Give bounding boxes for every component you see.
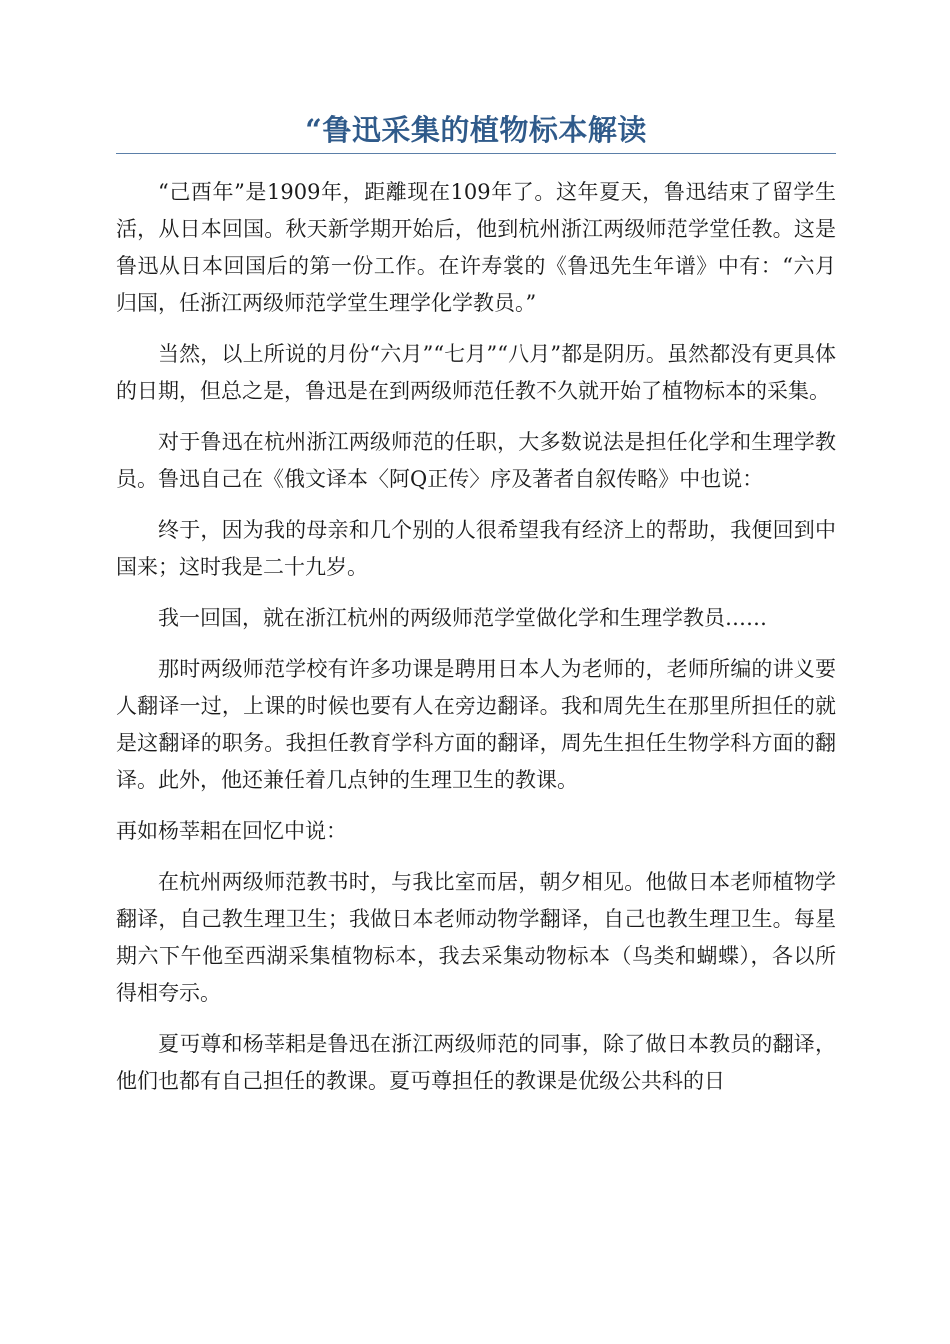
document-title: “鲁迅采集的植物标本解读: [116, 110, 836, 154]
document-page: [116, 110, 836, 1114]
quote-paragraph-2: 我一回国，就在浙江杭州的两级师范学堂做化学和生理学教员……: [158, 606, 767, 630]
paragraph-4: 再如杨莘耜在回忆中说：: [116, 819, 347, 843]
quote-paragraph-1: 终于，因为我的母亲和几个别的人很希望我有经济上的帮助，我便回到中国来；这时我是二十九岁。: [116, 518, 836, 579]
paragraph-5: 夏丏尊和杨莘耜是鲁迅在浙江两级师范的同事，除了做日本教员的翻译，他们也都有自己担任的教课。夏丏尊担任的教课是优级公共科的日: [116, 1032, 836, 1093]
quote-paragraph-3: 那时两级师范学校有许多功课是聘用日本人为老师的，老师所编的讲义要人翻译一过，上课的时候也要有人在旁边翻译。我和周先生在那里所担任的就是这翻译的职务。我担任教育学科方面的翻译，周先生担任生物学科方面的翻译。此外，他还兼任着几点钟的生理卫生的教课。: [116, 657, 836, 792]
paragraph-1: “己酉年”是1909年，距離现在109年了。这年夏天，鲁迅结束了留学生活，从日本回国。秋天新学期开始后，他到杭州浙江两级师范学堂任教。这是鲁迅从日本回国后的第一份工作。在许寿裳的《鲁迅先生年谱》中有：“六月归国，任浙江两级师范学堂生理学化学教员。”: [116, 180, 836, 315]
document-body: [116, 174, 836, 1100]
paragraph-2: 当然，以上所说的月份“六月”“七月”“八月”都是阴历。虽然都没有更具体的日期，但总之是，鲁迅是在到两级师范任教不久就开始了植物标本的采集。: [116, 342, 836, 403]
quote-paragraph-4: 在杭州两级师范教书时，与我比室而居，朝夕相见。他做日本老师植物学翻译，自己教生理卫生；我做日本老师动物学翻译，自己也教生理卫生。每星期六下午他至西湖采集植物标本，我去采集动物标本（鸟类和蝴蝶），各以所得相夸示。: [116, 870, 836, 1005]
paragraph-3: 对于鲁迅在杭州浙江两级师范的任职，大多数说法是担任化学和生理学教员。鲁迅自己在《俄文译本〈阿Q正传〉序及著者自叙传略》中也说：: [116, 430, 836, 491]
